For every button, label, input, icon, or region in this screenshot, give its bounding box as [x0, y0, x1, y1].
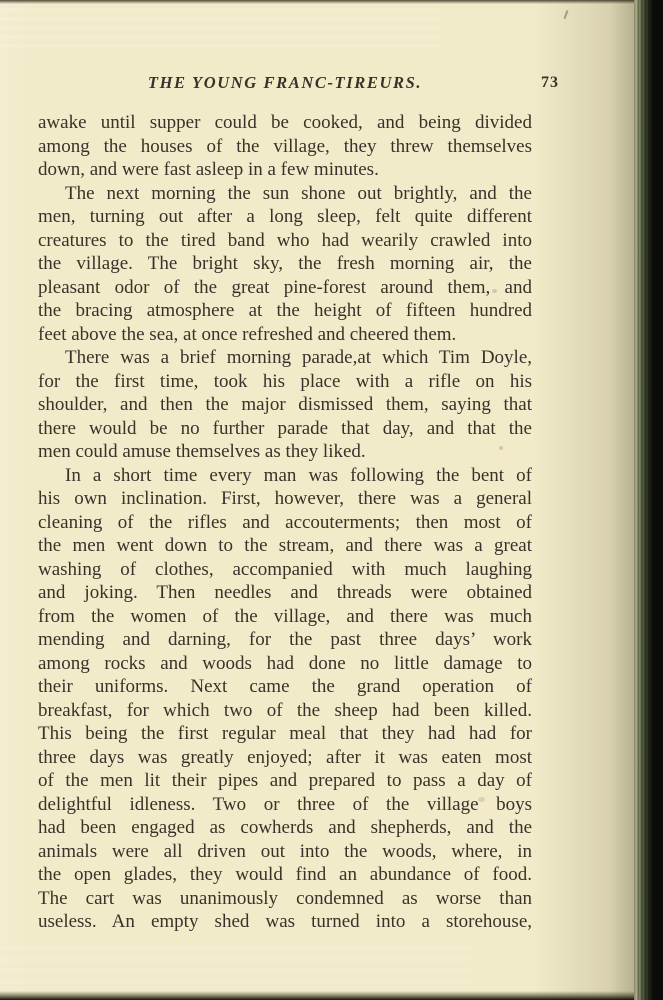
text-line: there would be no further parade that day, and that the: [38, 417, 532, 439]
text-line: The cart was unanimously condemned as worse than: [38, 887, 532, 909]
text-line: There was a brief morning parade,at which Tim Doyle,: [65, 347, 532, 368]
text-line: creatures to the tired band who had wearily crawled into: [38, 229, 532, 251]
scan-streaks-bottom: [0, 946, 470, 988]
text-line: among the houses of the village, they threw themselves: [38, 135, 532, 157]
text-line: cleaning of the rifles and accouterments; then most of: [38, 511, 532, 533]
book-page-edges: [634, 0, 653, 1000]
text-line: mending and darning, for the past three days’ work: [38, 629, 532, 650]
text-line: among rocks and woods had done no little damage to: [38, 652, 532, 674]
paragraph: [38, 182, 532, 347]
text-line: of the men lit their pipes and prepared to pass a day of: [38, 770, 532, 791]
text-line: for the first time, took his place with a rifle on his: [38, 370, 532, 392]
text-line: down, and were fast asleep in a few minutes.: [38, 159, 379, 180]
text-line: the village. The bright sky, the fresh morning air, the: [38, 253, 532, 274]
text-line: the bracing atmosphere at the height of fifteen hundred: [38, 300, 532, 321]
text-line: delightful idleness. Two or three of the village boys: [38, 793, 532, 815]
text-line: men could amuse themselves as they liked.: [38, 441, 366, 462]
text-line: shoulder, and then the major dismissed them, saying that: [38, 394, 532, 415]
text-line: their uniforms. Next came the grand operation of: [38, 676, 532, 697]
text-line: washing of clothes, accompanied with much laughing: [38, 558, 532, 580]
page-number: 73: [541, 74, 559, 91]
text-line: three days was greatly enjoyed; after it was eaten most: [38, 746, 532, 768]
paragraph: [38, 464, 532, 934]
page-header: [38, 73, 559, 97]
paragraph: [38, 346, 532, 464]
paper-speck: [499, 446, 503, 450]
text-line: the men went down to the stream, and there was a great: [38, 535, 532, 556]
scan-artifact-mark: [564, 10, 568, 19]
page-bottom-shadow: [0, 991, 634, 1000]
text-line: pleasant odor of the great pine-forest around them, and: [38, 276, 532, 298]
text-block: [38, 111, 532, 934]
text-line: useless. An empty shed was turned into a storehouse,: [38, 911, 532, 932]
text-line: from the women of the village, and there was much: [38, 605, 532, 627]
text-line: and joking. Then needles and threads were obtained: [38, 582, 532, 603]
text-line: his own inclination. First, however, there was a general: [38, 488, 532, 509]
text-line: the open glades, they would find an abundance of food.: [38, 864, 532, 885]
text-line: The next morning the sun shone out brightly, and the: [65, 182, 532, 204]
scan-streaks-top: [0, 8, 440, 50]
text-line: In a short time every man was following the bent of: [65, 464, 532, 486]
paragraph: [38, 111, 532, 182]
paper-speck: [478, 797, 485, 802]
text-line: men, turning out after a long sleep, felt quite different: [38, 206, 532, 227]
text-line: had been engaged as cowherds and shepherds, and the: [38, 817, 532, 838]
text-line: This being the first regular meal that they had had for: [38, 723, 532, 744]
text-line: feet above the sea, at once refreshed and cheered them.: [38, 323, 457, 345]
text-line: awake until supper could be cooked, and being divided: [38, 112, 532, 133]
running-title: THE YOUNG FRANC-TIREURS.: [147, 73, 423, 92]
page-top-shadow: [0, 0, 634, 4]
text-line: breakfast, for which two of the sheep had been killed.: [38, 699, 532, 721]
text-line: animals were all driven out into the woods, where, in: [38, 840, 532, 862]
paper-speck: [492, 289, 497, 293]
